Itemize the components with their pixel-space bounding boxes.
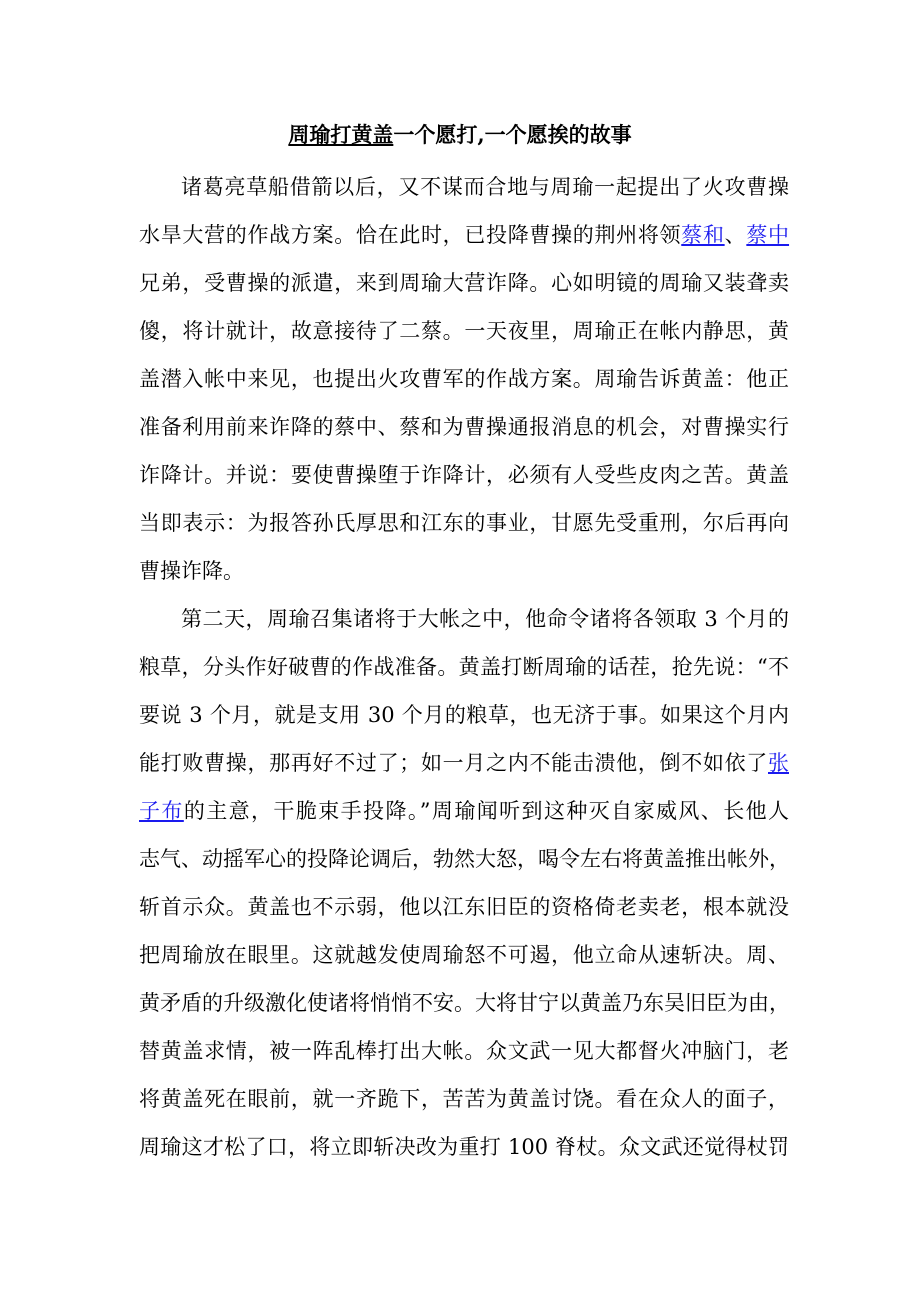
link-zhang-zibu-part2[interactable]: 子布 [139,799,184,823]
paragraph-1-line-2-text: 水旱大营的作战方案。恰在此时，已投降曹操的荆州将领 [139,223,682,247]
paragraph-2-line-6: 志气、动摇军心的投降论调后，勃然大怒，喝令左右将黄盖推出帐外， [139,847,790,871]
paragraph-2-line-4-text: 能打败曹操，那再好不过了；如一月之内不能击溃他，倒不如依了 [139,751,768,775]
paragraph-1-line-6: 准备利用前来诈降的蔡中、蔡和为曹操通报消息的机会，对曹操实行 [139,415,789,439]
paragraph-1-line-4: 傻，将计就计，故意接待了二蔡。一天夜里，周瑜正在帐内静思，黄 [139,319,789,343]
paragraph-2-line-8: 把周瑜放在眼里。这就越发使周瑜怒不可遏，他立命从速斩决。周、 [139,943,789,967]
separator: 、 [724,223,747,247]
paragraph-2-line-9: 黄矛盾的升级激化使诸将悄悄不安。大将甘宁以黄盖乃东吴旧臣为由， [139,991,790,1015]
paragraph-1-line-7: 诈降计。并说：要使曹操堕于诈降计，必须有人受些皮肉之苦。黄盖 [139,463,789,487]
paragraph-2-line-5 [139,787,789,835]
paragraph-1-line-3: 兄弟，受曹操的派遣，来到周瑜大营诈降。心如明镜的周瑜又装聋卖 [139,271,789,295]
paragraph-2-line-2: 粮草，分头作好破曹的作战准备。黄盖打断周瑜的话茬，抢先说：“不 [139,655,789,679]
paragraph-2-line-10: 替黄盖求情，被一阵乱棒打出大帐。众文武一见大都督火冲脑门，老 [139,1039,789,1063]
paragraph-2-line-1: 第二天，周瑜召集诸将于大帐之中，他命令诸将各领取 3 个月的 [181,607,789,631]
paragraph-1-line-2 [139,211,789,259]
paragraph-2-line-3: 要说 3 个月，就是支用 30 个月的粮草，也无济于事。如果这个月内 [139,703,789,727]
paragraph-2-line-7: 斩首示众。黄盖也不示弱，他以江东旧臣的资格倚老卖老，根本就没 [139,895,789,919]
title-link[interactable]: 周瑜打黄盖 [288,122,394,147]
paragraph-2-line-11: 将黄盖死在眼前，就一齐跪下，苦苦为黄盖讨饶。看在众人的面子， [139,1087,789,1111]
paragraph-1-line-9: 曹操诈降。 [139,559,244,583]
paragraph-2-line-4 [139,739,789,787]
page-title [0,120,920,150]
paragraph-2-line-5-text: 的主意，干脆束手投降。”周瑜闻听到这种灭自家威风、长他人 [183,799,790,823]
link-cai-he[interactable]: 蔡和 [681,223,725,247]
paragraph-1-line-5: 盖潜入帐中来见，也提出火攻曹军的作战方案。周瑜告诉黄盖：他正 [139,367,789,391]
title-rest: 一个愿打,一个愿挨的故事 [393,122,632,147]
paragraph-1-line-8: 当即表示：为报答孙氏厚思和江东的事业，甘愿先受重刑，尔后再向 [139,511,789,535]
paragraph-1-line-1: 诸葛亮草船借箭以后，又不谋而合地与周瑜一起提出了火攻曹操 [181,175,789,199]
link-cai-zhong[interactable]: 蔡中 [746,223,790,247]
paragraph-2-line-12: 周瑜这才松了口，将立即斩决改为重打 100 脊杖。众文武还觉得杖罚 [139,1135,789,1159]
link-zhang-zibu-part1[interactable]: 张 [768,751,789,775]
